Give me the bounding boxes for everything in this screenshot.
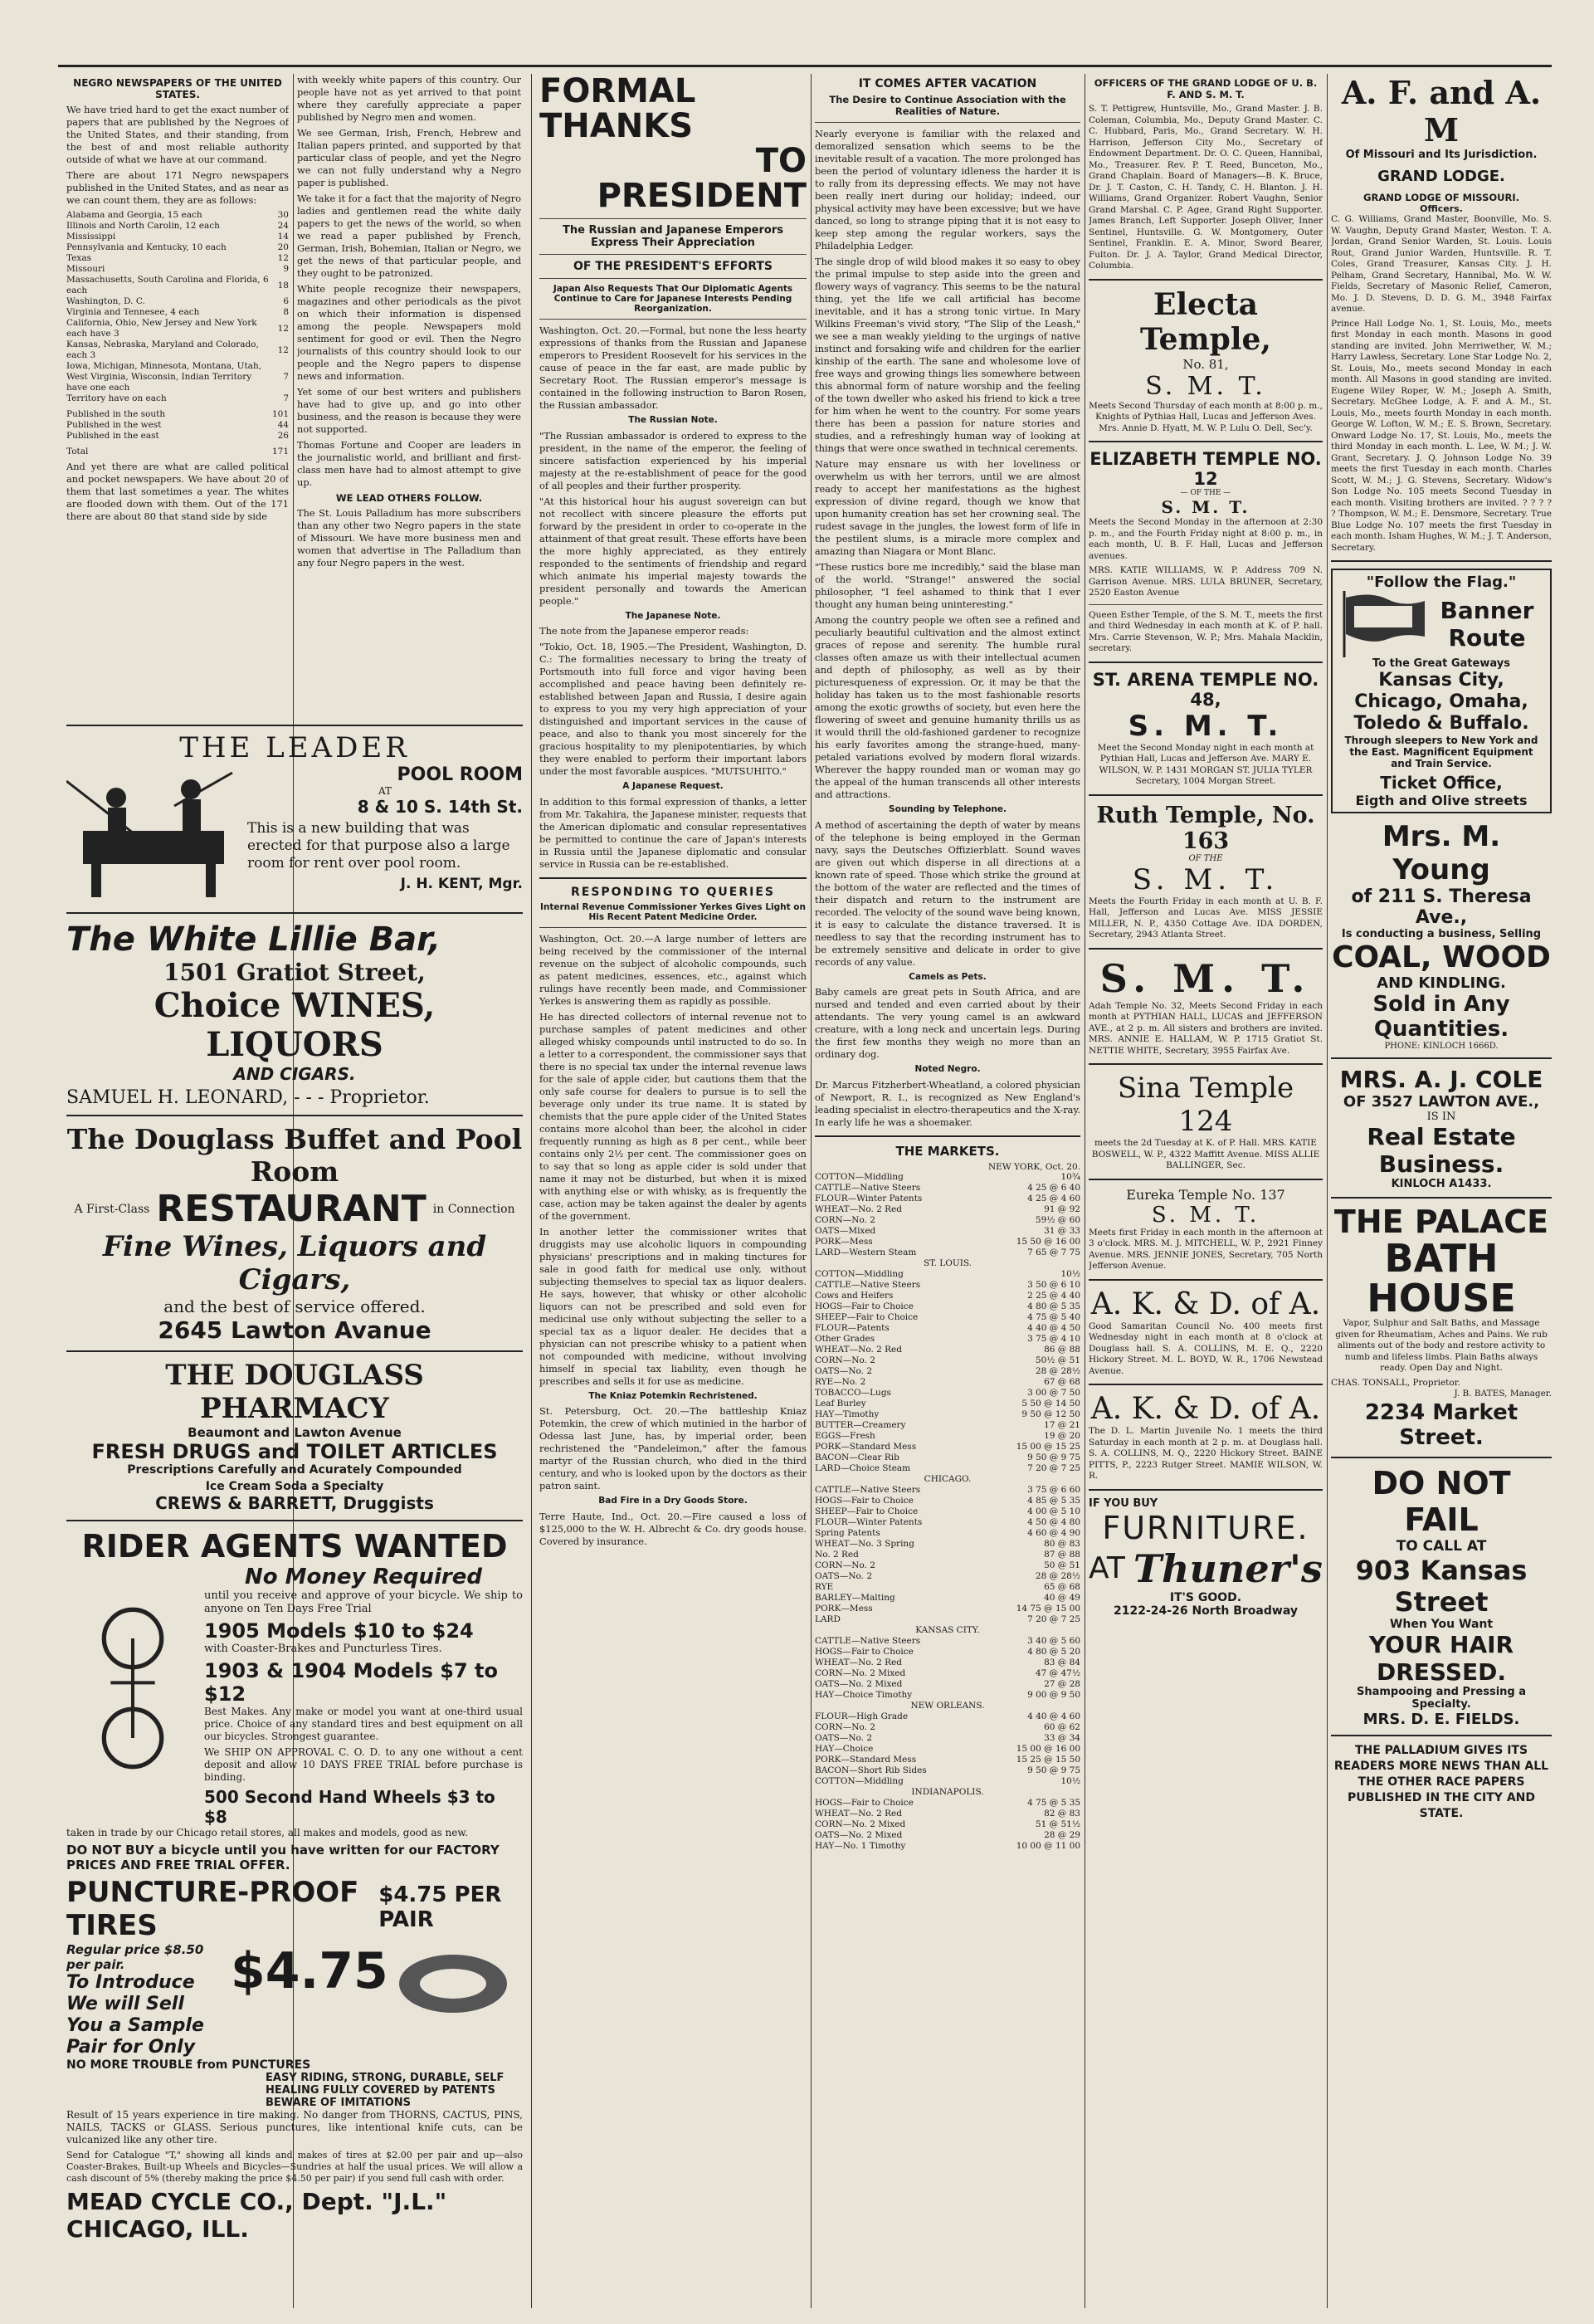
table-row: Illinois and North Carolin, 12 each 24 bbox=[66, 221, 289, 231]
ad-text: DO NOT BUY a bicycle until you have written for our FACTORY PRICES AND FREE TRIAL OFFER. bbox=[66, 1843, 500, 1872]
column-newspapers bbox=[66, 74, 289, 725]
paragraph: Vapor, Sulphur and Salt Baths, and Massage given for Rheumatism, Aches and Pains. We rub aliments out of the body and restore activity to numb and lifeless limbs. Plain Baths always ready. Open Day and Night. bbox=[1335, 1318, 1548, 1373]
column-newspapers-cont bbox=[297, 74, 521, 725]
table-row: Spring Patents 4 60 @ 4 90 bbox=[815, 1527, 1080, 1538]
table-row: Massachusetts, South Carolina and Florida, 6 each 18 bbox=[66, 275, 289, 295]
table-row: Total 171 bbox=[66, 447, 289, 456]
section-heading: Bad Fire in a Dry Goods Store. bbox=[598, 1496, 748, 1506]
table-row: Published in the east 26 bbox=[66, 431, 289, 441]
ad-text: Result of 15 years experience in tire making. No danger from THORNS, CACTUS, PINS, NAILS, TACKS or GLASS. Serious punctures, like intentional knife cuts, can be vulcanized like any other tire. bbox=[66, 2109, 523, 2146]
paragraph: with weekly white papers of this country. Our people have not as yet arrived to that point where they carefully appreciate a paper published by Negro men and women. bbox=[297, 74, 521, 123]
paragraph: He has directed collectors of internal revenue not to purchase samples of patent medicines and other alleged whisky compounds until instructed to do so. In a letter to a correspondent, the commissioner says that there is no special tax under the internal revenue laws for the sale of apple cider, but cautions them that the only safe course for dealers to pursue is to sell the beverage only under its true name. It is stated by chemists that the pure apple cider of the United States contains more alcohol than beer, the alcohol in cider frequently running as high as 8 per cent., while beer contains only 2½ per cent. The commissioner goes on to say that so long as apple cider is sold under that name it may not be disturbed, but when it is mixed with anything else or with whisky, as is frequently the case, action may be taken against the dealer by agents of the government. bbox=[539, 1010, 807, 1222]
paragraph: The note from the Japanese emperor reads: bbox=[539, 625, 749, 637]
paragraph: Meets the Fourth Friday in each month at U. B. F. Hall, Jefferson and Lucas Ave. MISS JESSIE MILLER, N. P., 4350 Cottage Ave. IDA DORDEN, Secretary, 2943 Atlanta Street. bbox=[1089, 896, 1323, 940]
table-row: OATS—No. 2 33 @ 34 bbox=[815, 1732, 1080, 1743]
table-row: Mississippi 14 bbox=[66, 232, 289, 242]
table-row: BARLEY—Malting 40 @ 49 bbox=[815, 1592, 1080, 1603]
article-title: FORMAL THANKS bbox=[539, 74, 696, 145]
table-row: CHICAGO. bbox=[924, 1473, 972, 1484]
ad-do-not-fail: DO NOT FAIL TO CALL AT 903 Kansas Street When You Want YOUR HAIR DRESSED. Shampooing and Pressing a Specialty. MRS. D. E. FIELDS. bbox=[1331, 1465, 1552, 1728]
article-title: IT COMES AFTER VACATION bbox=[858, 77, 1037, 90]
ad-mrs-young: Mrs. M. Young of 211 S. Theresa Ave., Is conducting a business, Selling COAL, WOOD AND KINDLING. Sold in Any Quantities. PHONE: KINLOCH 1666D. bbox=[1332, 820, 1551, 1051]
ad-price: 500 Second Hand Wheels $3 to $8 bbox=[204, 1787, 495, 1827]
ad-text: Send for Catalogue "T," showing all kinds and makes of tires at $2.00 per pair and up—also Coaster-Brakes, Built-up Wheels and Bicycles—Sundries at half the usual prices. We will allow a cash discount of 5% (thereby making the price $4.50 per pair) if you send full cash with order. bbox=[66, 2150, 523, 2184]
ad-text: Fine Wines, Liquors and Cigars, bbox=[102, 1230, 487, 1296]
ad-address: 2122-24-26 North Broadway bbox=[1114, 1604, 1298, 1618]
table-row: Washington, D. C. 6 bbox=[66, 296, 289, 306]
column-temples: OFFICERS OF THE GRAND LODGE OF U. B. F. AND S. M. T. S. T. Pettigrew, Huntsville, Mo., Grand Master. J. B. Coleman, Columbia, Mo., Deputy Grand Master. C. C. Hubbard, Paris, Mo., Grand Secretary. W. H. Harrison, Jefferson City Mo., Secretary of Endowment Department. Dr. O. C. Queen, Hannibal, Mo., Treasurer. Rev. P. T. Reed, Bunceton, Mo., Grand Chaplain. Board of Managers—B. K. Bruce, Dr. J. T. Caston, C. H. Tandy, C. H. Blanton. J. H. Williams, Grand Organizer. Robert Vaughn, Senior Grand Marshal. C. P. Agee, Grand Right Supporter. James Branch, Left Supporter. Joseph Oliver, Inner Sentinel, Huntsville. G. W. Montgomery, Outer Sentinel, Franklin. E. A. Minor, Sword Bearer, Fulton. Dr. J. A. Taylor, Grand Medical Director, Columbia. Electa Temple, No. 81, S. M. T. Meets Second Thursday of each month at 8:00 p. m., Knights of Pythias Hall, Lucas and Jefferson Aves. Mrs. Annie D. Hyatt, M. W. P. Lulu O. Dell, Sec'y. ELIZABETH TEMPLE NO. 12 — OF THE — S. M. T. Meets the Second Monday in the afternoon at 2:30 p. m., and the Fourth Friday night at 8:00 p. m., in each month, U. B. F. Hall, Lucas and Jefferson avenues. MRS. KATIE WILLIAMS, W. P. Address 709 N. Garrison Avenue. MRS. LULA BRUNER, Secretary, 2520 Easton Avenue Queen Esther Temple, of the S. M. T., meets the first and third Wednesday in each month at K. of P. hall. Mrs. Carrie Stevenson, W. P.; Mrs. Mahala Macklin, secretary. ST. ARENA TEMPLE NO. 48, S. M. T. Meet the Second Monday night in each month at Pythian Hall, Lucas and Jefferson Ave. MARY E. WILSON, W. P. 1431 MORGAN ST. JULIA TYLER Secretary, 1004 Morgan Street. Ruth Temple, No. 163 OF THE S. M. T. Meets the Fourth Friday in each month at U. B. F. Hall, Jefferson and Lucas Ave. MISS JESSIE MILLER, N. P., 4350 Cottage Ave. IDA DORDEN, Secretary, 2943 Atlanta Street. S. M. T. Adah Temple No. 32, Meets Second Friday in each month at PYTHIAN HALL, LUCAS and JEFFERSON AVE., at 2 p. m. All sisters and brothers are invited. MRS. ANNIE E. HALLAM, W. P. 1715 Gratiot St. NETTIE WHITE, Secretary, 3955 Fairfax Ave. Sina Temple 124 meets the 2d Tuesday at K. of P. Hall. MRS. KATIE BOSWELL, W. P., 4322 Maffitt Avenue. MISS ALLIE BALLINGER, Sec. Eureka Temple No. 137 S. M. T. Meets first Friday in each month in the afternoon at 3 o'clock. MRS. M. J. MITCHELL, W. P., 2921 Finney Avenue. MRS. JENNIE JONES, Secretary, 705 North Jefferson Avenue. A. K. & D. of A. Good Samaritan Council No. 400 meets first Wednesday night in each month at 8 o'clock at Douglass hall. S. A. COLLINS, M. E. Q., 2220 Hickory Street. M. L. BOYD, W. R., 1706 Newstead Avenue. A. K. & D. of A. The D. L. Martin Juvenile No. 1 meets the third Saturday in each month at 2 p. m. at Douglass hall. S. A. COLLINS, M. Q., 2220 Hickory Street. BAINE PITTS, P., 2223 Rutger Street. MAMIE WILSON, W. R. IF YOU BUY FURNITURE. AT Thuner's IT'S GOOD. 2122-24-26 North Broadway bbox=[1089, 77, 1323, 1618]
paragraph: S. T. Pettigrew, Huntsville, Mo., Grand Master. J. B. Coleman, Columbia, Mo., Deputy Grand Master. C. C. Hubbard, Paris, Mo., Grand Secretary. W. H. Harrison, Jefferson City Mo., Secretary of Endowment Department. Dr. O. C. Queen, Hannibal, Mo., Treasurer. Rev. P. T. Reed, Bunceton, Mo., Grand Chaplain. Board of Managers—B. K. Bruce, Dr. J. T. Caston, C. H. Tandy, C. H. Blanton. J. H. Williams, Grand Organizer. Robert Vaughn, Senior Grand Marshal. C. P. Agee, Grand Right Supporter. James Branch, Left Supporter. Joseph Oliver, Inner Sentinel, Huntsville. G. W. Montgomery, Outer Sentinel, Franklin. E. A. Minor, Sword Bearer, Fulton. Dr. J. A. Taylor, Grand Medical Director, Columbia. bbox=[1089, 104, 1323, 271]
paragraph: White people recognize their newspapers, magazines and other periodicals as the pivot on which their information is dispensed among the people. Newspapers mold sentiment for good or evil. Then the Negro journalists of this country should look to our people and the Negro papers to dispense news and information. bbox=[297, 283, 521, 382]
ad-title: A. K. & D. of A. bbox=[1090, 1286, 1321, 1321]
ad-banner-route: "Follow the Flag." Banner Route To the Great Gateways Kansas City, Chicago, Omaha, Toledo & Buffalo. Through sleepers to New York and the East. Magnificent Equipment and Train Service. Ticket Office, Eigth and Olive streets bbox=[1331, 569, 1552, 813]
table-row: Texas 12 bbox=[66, 253, 289, 263]
ad-text: NO MORE TROUBLE from PUNCTURES bbox=[66, 2058, 311, 2072]
paragraph: Adah Temple No. 32, Meets Second Friday in each month at PYTHIAN HALL, LUCAS and JEFFERSON AVE., at 2 p. m. All sisters and brothers are invited. MRS. ANNIE E. HALLAM, W. P. 1715 Gratiot St. NETTIE WHITE, Secretary, 3955 Fairfax Ave. bbox=[1089, 1000, 1323, 1056]
table-row: WHEAT—No. 3 Spring 80 @ 83 bbox=[815, 1538, 1080, 1549]
paragraph: Among the country people we often see a refined and peculiarly beautiful cultivation and the almost extinct graces of repose and serenity. The humble rural classes often amaze us with their intellectual acumen and depth of philosophy, as well as by their picturesqueness of expression. Or, it may be that the holiday has taken us to the most fashionable resorts among the exotic growths of society, but even here the flowering of sweet and genuine humanity thrills us as it would thrill the old-fashioned gardener to recognize his early favorites among the strange-hued, many-petaled variations evolved by modern floral wizards. Wherever the happy rounded man or woman may go the appeal of the human transcends all other interests and attractions. bbox=[815, 614, 1080, 800]
paragraph: Terre Haute, Ind., Oct. 20.—Fire caused a loss of $125,000 to the W. H. Albrecht & Co. dry goods house. Covered by insurance. bbox=[539, 1510, 807, 1547]
table-row: HOGS—Fair to Choice 4 85 @ 5 35 bbox=[815, 1495, 1080, 1506]
article-subheading: The Desire to Continue Association with the Realities of Nature. bbox=[829, 94, 1066, 117]
ad-title: The White Lillie Bar, bbox=[66, 920, 441, 959]
table-row: SHEEP—Fair to Choice 4 00 @ 5 10 bbox=[815, 1506, 1080, 1516]
table-row: Pennsylvania and Kentucky, 10 each 20 bbox=[66, 242, 289, 252]
paragraph: Washington, Oct. 20.—A large number of letters are being received by the commissioner of the internal revenue on the subject of alcoholic compounds, such as patent medicines, essences, etc., against which rulings have recently been made, and Commissioner Yerkes is answering them as rapidly as possible. bbox=[539, 932, 807, 1007]
paragraph: Good Samaritan Council No. 400 meets first Wednesday night in each month at 8 o'clock at Douglass hall. S. A. COLLINS, M. E. Q., 2220 Hickory Street. M. L. BOYD, W. R., 1706 Newstead Avenue. bbox=[1089, 1321, 1323, 1376]
table-row: HOGS—Fair to Choice 4 75 @ 5 35 bbox=[815, 1797, 1080, 1808]
table-row: Missouri 9 bbox=[66, 264, 289, 274]
table-row: OATS—Mixed 31 @ 33 bbox=[815, 1225, 1080, 1236]
table-row: OATS—No. 2 28 @ 28½ bbox=[815, 1570, 1080, 1581]
bicycle-illustration bbox=[66, 1568, 199, 1809]
paragraph: Baby camels are great pets in South Africa, and are nursed and tended and even carried about by their attendants. The very young camel is an awkward creature, with a long neck and uncertain legs. During the first few months they weigh no more than an ordinary dog. bbox=[815, 986, 1080, 1060]
column-rule bbox=[811, 74, 812, 2308]
ad-price: $4.75 PER PAIR bbox=[378, 1882, 502, 1932]
table-row: No. 2 Red 87 @ 88 bbox=[815, 1549, 1080, 1560]
ad-text: FRESH DRUGS and TOILET ARTICLES bbox=[91, 1440, 498, 1463]
column-vacation bbox=[815, 74, 1080, 2308]
section-heading: Sounding by Telephone. bbox=[889, 804, 1007, 814]
ad-text: We SHIP ON APPROVAL C. O. D. to any one without a cent deposit and allow 10 DAYS FREE TRIAL before purchase is binding. bbox=[204, 1746, 523, 1783]
ad-text: until you receive and approve of your bicycle. We ship to anyone on Ten Days Free Trial bbox=[204, 1589, 523, 1615]
paragraph: "The Russian ambassador is ordered to express to the president, in the name of the emperor, the feeling of sincere satisfaction experienced by his imperial majesty at the re-establishment of peace for the good of all peoples and their further prosperity. bbox=[539, 429, 807, 491]
table-row: BUTTER—Creamery 17 @ 21 bbox=[815, 1419, 1080, 1430]
table-row: Kansas, Nebraska, Maryland and Colorado, each 3 12 bbox=[66, 339, 289, 360]
ad-title: THE LEADER bbox=[179, 731, 410, 764]
markets-title: THE MARKETS. bbox=[895, 1143, 1000, 1159]
ad-address: Beaumont and Lawton Avenue bbox=[188, 1425, 402, 1440]
ad-brand: Thuner's bbox=[1133, 1545, 1323, 1591]
ad-title: Ruth Temple, No. 163 bbox=[1096, 802, 1315, 854]
palladium-notice: THE PALLADIUM GIVES ITS READERS MORE NEWS THAN ALL THE OTHER RACE PAPERS PUBLISHED IN THE CITY AND STATE. bbox=[1333, 1743, 1549, 1820]
ad-title: THE DOUGLASS PHARMACY bbox=[165, 1359, 424, 1425]
table-row: HAY—Timothy 9 50 @ 12 50 bbox=[815, 1409, 1080, 1419]
table-row: KANSAS CITY. bbox=[915, 1624, 980, 1635]
section-heading: The Kniaz Potemkin Rechristened. bbox=[588, 1390, 758, 1401]
paragraph: In addition to this formal expression of thanks, a letter from Mr. Takahira, the Japanese minister, requests that the American diplomatic and consular representatives be permitted to continue the care of Japan's interests in Russia until the Japanese diplomatic and consular service in Russia can be re-established. bbox=[539, 795, 807, 870]
left-ads bbox=[66, 725, 523, 2308]
ad-address: 8 & 10 S. 14th St. bbox=[357, 797, 523, 817]
ad-palace-bath: THE PALACE BATH HOUSE Vapor, Sulphur and Salt Baths, and Massage given for Rheumatism, Aches and Pains. We rub aliments out of the body and restore activity to numb and lifeless limbs. Plain Baths always ready. Open Day and Night. CHAS. TONSALL, Proprietor. J. B. BATES, Manager. 2234 Market Street. bbox=[1331, 1204, 1552, 1450]
column-rule bbox=[531, 74, 532, 2308]
table-row: ST. LOUIS. bbox=[923, 1257, 972, 1268]
table-row: HOGS—Fair to Choice 4 80 @ 5 20 bbox=[815, 1646, 1080, 1657]
table-row: RYE—No. 2 67 @ 68 bbox=[815, 1376, 1080, 1387]
newspaper-count-table bbox=[66, 210, 289, 457]
ad-text: Prescriptions Carefully and Acurately Compounded bbox=[127, 1463, 462, 1477]
markets-date: NEW YORK, Oct. 20. bbox=[987, 1161, 1080, 1172]
table-row: Published in the west 44 bbox=[66, 420, 289, 430]
ad-title: Electa Temple, bbox=[1140, 286, 1271, 357]
ad-title: Sina Temple 124 bbox=[1117, 1072, 1294, 1138]
ad-price: 1903 & 1904 Models $7 to $12 bbox=[204, 1659, 498, 1706]
ad-text: AND CIGARS. bbox=[233, 1064, 356, 1084]
ad-rider-agents bbox=[66, 1528, 523, 2243]
paragraph: We take it for a fact that the majority of Negro ladies and gentlemen read the white daily papers to get the news of the world, so when we read a paper published by French, German, Irish, Bohemian, Italian or Negro, we get the news of that particular people, and they ought to be patronized. bbox=[297, 193, 521, 279]
table-row: WHEAT—No. 2 Red 83 @ 84 bbox=[815, 1657, 1080, 1667]
table-row: Cows and Heifers 2 25 @ 4 40 bbox=[815, 1290, 1080, 1301]
column-formal-thanks bbox=[539, 74, 807, 2308]
ad-text: Choice WINES, LIQUORS bbox=[154, 986, 436, 1064]
ad-address: 1501 Gratiot Street, bbox=[163, 959, 426, 986]
paragraph: Nearly everyone is familiar with the relaxed and demoralized sensation which seems to be the inevitable result of a vacation. The more prolonged has been the period of voluntary idleness the harder it is to rally from its depressing effects. We may not have been really inert during our holiday; indeed, our physical activity may have been excessive; but we have danced, so long to strange piping that it is not easy to keep step among the regular workers, says the Philadelphia Ledger. bbox=[815, 128, 1080, 251]
paragraph: C. G. Williams, Grand Master, Boonville, Mo. S. W. Vaughn, Deputy Grand Master, Weston. T. A. Jordan, Grand Senior Warden, St. Louis. Louis Rout, Grand Junior Warden, Huntsville. R. T. Coles, Grand Treasurer, Kansas City. J. H. Pelham, Grand Secretary, Hannibal, Mo. W. W. Fields, Secretary of Masonic Relief, Cameron, Mo. J. D. Stevens, D. D. G. M., 3948 Fairfax avenue. bbox=[1331, 214, 1552, 314]
table-row: EGGS—Fresh 19 @ 20 bbox=[815, 1430, 1080, 1441]
ad-leader bbox=[66, 725, 523, 906]
table-row: CORN—No. 2 Mixed 51 @ 51½ bbox=[815, 1819, 1080, 1829]
table-row: CORN—No. 2 60 @ 62 bbox=[815, 1721, 1080, 1732]
table-row: WHEAT—No. 2 Red 82 @ 83 bbox=[815, 1808, 1080, 1819]
paragraph: Meets Second Thursday of each month at 8:00 p. m., Knights of Pythias Hall, Lucas and Jefferson Aves. Mrs. Annie D. Hyatt, M. W. P. Lulu O. Dell, Sec'y. bbox=[1089, 400, 1323, 433]
table-row: HAY—Choice Timothy 9 00 @ 9 50 bbox=[815, 1689, 1080, 1700]
ad-title: ST. ARENA TEMPLE NO. 48, bbox=[1092, 669, 1319, 710]
paragraph: The single drop of wild blood makes it so easy to obey the primal impulse to step aside into the green and flowery ways of vagrancy. This seems to be the natural thing, yet the life we call artificial has become inevitable, and it has a strong tonic virtue. In Mary Wilkins Freeman's vivid story, "The Slip of the Leash," we see a man weakly yielding to the urgings of native instinct and forsaking wife and children for the earlier kinship of the earth. The sane and wholesome love of free ways and growing things lies somewhere between this abnormal form of nature worship and the feeling of the town dweller who asked his friend to kick a tree for him when he went to the country. For some years there has been a passion for nature stories and studies, and a refreshingly human way of looking at things that were once swathed in technical cerements. bbox=[815, 256, 1080, 454]
pool-table-illustration bbox=[66, 764, 241, 906]
section-heading: A Japanese Request. bbox=[622, 781, 724, 791]
table-row: CORN—No. 2 59½ @ 60 bbox=[815, 1214, 1080, 1225]
table-row: PORK—Mess 15 50 @ 16 00 bbox=[815, 1236, 1080, 1247]
section-heading: The Russian Note. bbox=[628, 415, 718, 425]
table-row: CORN—No. 2 Mixed 47 @ 47½ bbox=[815, 1667, 1080, 1678]
table-row: Virginia and Tennesee, 4 each 8 bbox=[66, 307, 289, 317]
table-row: FLOUR—Winter Patents 4 25 @ 4 60 bbox=[815, 1193, 1080, 1204]
table-row: HAY—No. 1 Timothy 10 00 @ 11 00 bbox=[815, 1840, 1080, 1851]
table-row: CORN—No. 2 50½ @ 51 bbox=[815, 1355, 1080, 1365]
paragraph: Washington, Oct. 20.—Formal, but none the less hearty expressions of thanks from the Russian and Japanese emperors to President Roosevelt for his services in the cause of peace in the far east, are made public by Secretary Root. The Russian emperor's message is contained in the following instruction to Baron Rosen, the Russian ambassador. bbox=[539, 325, 807, 411]
section-heading: Camels as Pets. bbox=[909, 971, 987, 982]
ad-white-lillie bbox=[66, 920, 523, 1108]
paragraph: "These rustics bore me incredibly," said the blase man of the world. "Strange!" answered the social philosopher, "I feel ashamed to think that I ever thought any human being uninteresting." bbox=[815, 561, 1080, 610]
paragraph: The D. L. Martin Juvenile No. 1 meets the third Saturday in each month at 2 p. m. at Douglass hall. S. A. COLLINS, M. Q., 2220 Hickory Street. BAINE PITTS, P., 2223 Rutger Street. MAMIE WILSON, W. R. bbox=[1089, 1426, 1323, 1481]
table-row: NEW ORLEANS. bbox=[910, 1700, 985, 1711]
paragraph: We see German, Irish, French, Hebrew and Italian papers printed, and supported by that particular class of people, and yet the Negro we can not fully understand why a Negro paper is published. bbox=[297, 127, 521, 188]
article-subheading: OF THE PRESIDENT'S EFFORTS bbox=[573, 260, 773, 273]
flag-icon bbox=[1338, 591, 1429, 657]
table-row: California, Ohio, New Jersey and New York each have 3 12 bbox=[66, 318, 289, 339]
article-subheading: The Russian and Japanese Emperors Express Their Appreciation bbox=[563, 224, 783, 249]
markets-table bbox=[815, 1172, 1080, 1852]
paragraph: A method of ascertaining the depth of water by means of the telephone is being employed in the German navy, says the Deutsches Offizierblatt. Sound waves are given out which disperse in all directions at a known rate of speed. Those which strike the ground at the bottom of the water are reflected and the times of their dispatch and return to the instrument are recorded. The velocity of the sound wave being known, it is easy to calculate the distance traversed. It is needless to say that the recording instrument has to be extremely sensitive and delicate in order to give records of any value. bbox=[815, 818, 1080, 968]
table-row: SHEEP—Fair to Choice 4 75 @ 5 40 bbox=[815, 1311, 1080, 1322]
table-row: COTTON—Middling 10½ bbox=[815, 1268, 1080, 1279]
ad-text: Best Makes. Any make or model you want at one-third usual price. Choice of any standard tires and best equipment on all our bicycles. Strongest guarantee. bbox=[204, 1706, 523, 1742]
table-row: PORK—Mess 14 75 @ 15 00 bbox=[815, 1603, 1080, 1614]
article-subheading: Internal Revenue Commissioner Yerkes Gives Light on His Recent Patent Medicine Order. bbox=[540, 901, 806, 922]
table-row: CATTLE—Native Steers 3 40 @ 5 60 bbox=[815, 1635, 1080, 1646]
column-rule bbox=[1327, 74, 1328, 2308]
ad-mrs-cole: MRS. A. J. COLE OF 3527 LAWTON AVE., IS IN Real Estate Business. KINLOCH A1433. bbox=[1331, 1066, 1552, 1190]
table-row: PORK—Standard Mess 15 00 @ 15 25 bbox=[815, 1441, 1080, 1452]
ad-title: RIDER AGENTS WANTED bbox=[81, 1528, 508, 1565]
table-row: HAY—Choice 15 00 @ 16 00 bbox=[815, 1743, 1080, 1754]
ad-manager: J. H. KENT, Mgr. bbox=[400, 876, 523, 892]
ad-title: DO NOT FAIL bbox=[1372, 1464, 1511, 1538]
paragraph: Thomas Fortune and Cooper are leaders in the journalistic world, and brilliant and first-class men have had to almost attempt to give up. bbox=[297, 439, 521, 488]
table-row: INDIANAPOLIS. bbox=[911, 1786, 984, 1797]
ad-text: This is a new building that was erected for that purpose also a large room for rent over pool room. bbox=[247, 820, 510, 872]
paragraph: Yet some of our best writers and publishers have had to give up, and go into other business, and the reason is because they were not supported. bbox=[297, 386, 521, 435]
paragraph: meets the 2d Tuesday at K. of P. Hall. MRS. KATIE BOSWELL, W. P., 4322 Maffitt Avenue. MISS ALLIE BALLINGER, Sec. bbox=[1091, 1138, 1320, 1170]
table-row: LARD—Choice Steam 7 20 @ 7 25 bbox=[815, 1462, 1080, 1473]
table-row: WHEAT—No. 2 Red 91 @ 92 bbox=[815, 1204, 1080, 1214]
paragraph: In another letter the commissioner writes that druggists may use alcoholic liquors in compounding physicians' prescriptions and in making tinctures for sale in good faith for medical use only, without subjecting themselves to special tax as liquor dealers. He says, however, that whisky or other alcoholic liquors can not be prescribed and sold even for medicinal use only without subjecting the seller to a special tax as a liquor dealer. He decides that a physician can not prescribe whisky to a patient when not compounded with medicine, without involving himself in special tax liability, even though he prescribes and sells it for use as medicine. bbox=[539, 1225, 807, 1387]
ad-address: 2234 Market Street. bbox=[1364, 1399, 1518, 1450]
ad-names: CREWS & BARRETT, Druggists bbox=[155, 1493, 434, 1513]
ad-text: and the best of service offered. bbox=[163, 1296, 426, 1316]
table-row: HOGS—Fair to Choice 4 80 @ 5 35 bbox=[815, 1301, 1080, 1311]
section-title: OFFICERS OF THE GRAND LODGE OF U. B. F. AND S. M. T. bbox=[1094, 77, 1318, 100]
ad-price: 1905 Models $10 to $24 bbox=[204, 1619, 474, 1643]
paragraph: And yet there are what are called political and pocket newspapers. We have about 20 of them that last sometimes a year. The whites are flooded down with them. Out of the 171 there are about 80 that stand side by side bbox=[66, 461, 289, 522]
table-row: LARD—Western Steam 7 65 @ 7 75 bbox=[815, 1247, 1080, 1257]
table-row: Published in the south 101 bbox=[66, 409, 289, 419]
ad-text: Regular price $8.50 per pair. bbox=[66, 1942, 204, 1972]
table-row: COTTON—Middling 10¾ bbox=[815, 1171, 1080, 1182]
ad-address: 2645 Lawton Avanue bbox=[158, 1316, 431, 1344]
article-subheading: Japan Also Requests That Our Diplomatic Agents Continue to Care for Japanese Interests Pending Reorganization. bbox=[553, 284, 793, 314]
ad-price: $4.75 bbox=[231, 1942, 388, 2000]
ad-title: FURNITURE. bbox=[1102, 1509, 1309, 1546]
table-row: FLOUR—Winter Patents 4 50 @ 4 80 bbox=[815, 1516, 1080, 1527]
table-row: Territory have on each 7 bbox=[66, 393, 289, 403]
table-row: BACON—Clear Rib 9 50 @ 9 75 bbox=[815, 1452, 1080, 1462]
table-row: WHEAT—No. 2 Red 86 @ 88 bbox=[815, 1344, 1080, 1355]
ad-proprietor: SAMUEL H. LEONARD, - - - Proprietor. bbox=[66, 1087, 430, 1108]
table-row: CATTLE—Native Steers 3 50 @ 6 10 bbox=[815, 1279, 1080, 1290]
article-title: RESPONDING TO QUERIES bbox=[570, 885, 775, 899]
table-row: Other Grades 3 75 @ 4 10 bbox=[815, 1333, 1080, 1344]
table-row: FLOUR—High Grade 4 40 @ 4 60 bbox=[815, 1711, 1080, 1721]
table-row: BACON—Short Rib Sides 9 50 @ 9 75 bbox=[815, 1765, 1080, 1775]
paragraph: "At this historical hour his august sovereign can but not recollect with sincere pleasure the efforts put forward by the president in order to co-operate in the attainment of that great result. These efforts have been the more highly appreciated, as they entirely responded to the sentiments of friendship and regard which animate his imperial majesty towards the president personally and towards the American people." bbox=[539, 495, 807, 607]
ad-text: taken in trade by our Chicago retail stores, all makes and models, good as new. bbox=[66, 1827, 469, 1838]
tire-illustration bbox=[395, 1942, 511, 2025]
paragraph: Prince Hall Lodge No. 1, St. Louis, Mo., meets first Monday in each month. Masons in good standing are invited. John Merriwether, W. M.; Harry Lawless, Secretary. Lone Star Lodge No. 2, St. Louis, Mo., meets second Monday in each month. All Masons in good standing are invited. Eugene Wiley Roper, W. M.; Joseph A. Smith, Secretary. McGhee Lodge, A. F. and A. M., St. Louis, Mo., meets fourth Monday in each month. George W. Lofton, W. M.; E. S. Brown, Secretary. Onward Lodge No. 17, St. Louis, Mo., meets the third Monday in each month. L. Lee, W. M.; J. W. Grant, Secretary. J. Q. Johnson Lodge No. 39 meets the first Tuesday in each month. Charles Scott, W. M.; J. G. Stevens, Secretary. Widow's Son Lodge No. 105 meets Second Tuesday in each month. Visiting brothers are invited. ? ? ? ? ? Thompson, W. M.; E. Densmore, Secretary. True Blue Lodge No. 107 meets the first Tuesday in each month. Isham Hughes, W. M.; J. T. Anderson, Secretary. bbox=[1331, 318, 1552, 553]
paragraph: We have tried hard to get the exact number of papers that are published by the Negroes of the United States, and their standing, from the best of and most reliable authority outside of what we have at our command. bbox=[66, 104, 289, 165]
section-heading: The Japanese Note. bbox=[625, 610, 721, 621]
section-heading: Noted Negro. bbox=[914, 1064, 981, 1074]
column-lodges: A. F. and A. M Of Missouri and Its Jurisdiction. GRAND LODGE. GRAND LODGE OF MISSOURI. Officers. C. G. Williams, Grand Master, Boonville, Mo. S. W. Vaughn, Deputy Grand Master, Weston. T. A. Jordan, Grand Senior Warden, St. Louis. Louis Rout, Grand Junior Warden, Huntsville. R. T. Coles, Grand Treasurer, Kansas City. J. H. Pelham, Grand Secretary, Hannibal, Mo. W. W. Fields, Secretary of Masonic Relief, Cameron, Mo. J. D. Stevens, D. D. G. M., 3948 Fairfax avenue. Prince Hall Lodge No. 1, St. Louis, Mo., meets first Monday in each month. Masons in good standing are invited. John Merriwether, W. M.; Harry Lawless, Secretary. Lone Star Lodge No. 2, St. Louis, Mo., meets second Monday in each month. All Masons in good standing are invited. Eugene Wiley Roper, W. M.; Joseph A. Smith, Secretary. McGhee Lodge, A. F. and A. M., St. Louis, Mo., meets fourth Monday in each month. George W. Lofton, W. M.; E. S. Brown, Secretary. Onward Lodge No. 17, St. Louis, Mo., meets the third Monday in each month. L. Lee, W. M.; J. W. Grant, Secretary. J. Q. Johnson Lodge No. 39 meets the first Tuesday in each month. Charles Scott, W. M.; J. G. Stevens, Secretary. Widow's Son Lodge No. 105 meets Second Tuesday in each month. Visiting brothers are invited. ? ? ? ? ? Thompson, W. M.; E. Densmore, Secretary. True Blue Lodge No. 107 meets the first Tuesday in each month. Isham Hughes, W. M.; J. T. Anderson, Secretary. "Follow the Flag." Banner Route To the Great Gateways Kansas City, Chicago, Omaha, Toledo & Buffalo. Through sleepers to New York and the East. Magnificent Equipment and Train Service. Ticket Office, Eigth and Olive streets Mrs. M. Young of 211 S. Theresa Ave., Is conducting a business, Selling COAL, WOOD AND KINDLING. Sold in Any Quantities. PHONE: KINLOCH 1666D. MRS. A. J. COLE OF 3527 LAWTON AVE., IS IN Real Estate Business. KINLOCH A1433. THE PALACE BATH HOUSE Vapor, Sulphur and Salt Baths, and Massage given for Rheumatism, Aches and Pains. We rub aliments out of the body and restore activity to numb and lifeless limbs. Plain Baths always ready. Open Day and Night. CHAS. TONSALL, Proprietor. J. B. BATES, Manager. 2234 Market Street. DO NOT FAIL TO CALL AT 903 Kansas Street When You Want YOUR HAIR DRESSED. Shampooing and Pressing a Specialty. MRS. D. E. FIELDS. THE PALLADIUM GIVES ITS READERS MORE NEWS THAN ALL THE OTHER RACE PAPERS PUBLISHED IN THE CITY AND STATE. bbox=[1331, 74, 1552, 1820]
ad-text: AT bbox=[378, 785, 392, 797]
article-heading: NEGRO NEWSPAPERS OF THE UNITED STATES. bbox=[73, 77, 282, 100]
ad-subtitle: POOL ROOM bbox=[397, 764, 523, 785]
ad-title: "Follow the Flag." bbox=[1366, 574, 1517, 591]
table-row: OATS—No. 2 Mixed 27 @ 28 bbox=[815, 1678, 1080, 1689]
ad-title: THE PALACE bbox=[1333, 1204, 1549, 1240]
table-row: Leaf Burley 5 50 @ 14 50 bbox=[815, 1398, 1080, 1409]
table-row: FLOUR—Patents 4 40 @ 4 50 bbox=[815, 1322, 1080, 1333]
table-row: TOBACCO—Lugs 3 00 @ 7 50 bbox=[815, 1387, 1080, 1398]
section-title: A. F. and A. M bbox=[1341, 74, 1542, 149]
table-row: CATTLE—Native Steers 4 25 @ 6 40 bbox=[815, 1182, 1080, 1193]
paragraph: Meets first Friday in each month in the afternoon at 3 o'clock. MRS. M. J. MITCHELL, W. P., 2921 Finney Avenue. MRS. JENNIE JONES, Secretary, 705 North Jefferson Avenue. bbox=[1089, 1227, 1323, 1271]
article-heading: WE LEAD OTHERS FOLLOW. bbox=[335, 492, 483, 504]
ad-title: Mrs. M. Young bbox=[1382, 820, 1501, 886]
ad-title: Eureka Temple No. 137 bbox=[1126, 1186, 1285, 1203]
ad-douglass-buffet: The Douglass Buffet and Pool Room A First-Class RESTAURANT in Connection Fine Wines, Liquors and Cigars, and the best of service offered. 2645 Lawton Avanue bbox=[66, 1123, 523, 1344]
ad-text: Ice Cream Soda a Specialty bbox=[205, 1480, 384, 1493]
ad-title: A. K. & D. of A. bbox=[1090, 1392, 1321, 1426]
table-row: CORN—No. 2 50 @ 51 bbox=[815, 1560, 1080, 1570]
ad-title: BATH HOUSE bbox=[1367, 1236, 1516, 1321]
paragraph: Meets the Second Monday in the afternoon at 2:30 p. m., and the Fourth Friday night at 8:00 p. m., in each month, U. B. F. Hall, Lucas and Jefferson avenues. bbox=[1089, 517, 1323, 561]
paragraph: MRS. KATIE WILLIAMS, W. P. Address 709 N. Garrison Avenue. MRS. LULA BRUNER, Secretary, 2520 Easton Avenue bbox=[1089, 565, 1323, 598]
paragraph: There are about 171 Negro newspapers published in the United States, and as near as we can count them, they are as follows: bbox=[66, 169, 289, 206]
ad-text: EASY RIDING, STRONG, DURABLE, SELF HEALING FULLY COVERED by PATENTS BEWARE OF IMITATIONS bbox=[266, 2072, 505, 2109]
table-row: LARD 7 20 @ 7 25 bbox=[815, 1614, 1080, 1624]
paragraph: Queen Esther Temple, of the S. M. T., meets the first and third Wednesday in each month at K. of P. hall. Mrs. Carrie Stevenson, W. P.; Mrs. Mahala Macklin, secretary. bbox=[1089, 609, 1323, 653]
ad-text: To Introduce We will Sell You a Sample Pair for Only bbox=[66, 1972, 204, 2058]
ad-title: S. M. T. bbox=[1099, 955, 1312, 1001]
table-row: Iowa, Michigan, Minnesota, Montana, Utah, West Virginia, Wisconsin, Indian Territory have one each 7 bbox=[66, 361, 289, 393]
ad-douglass-pharmacy bbox=[66, 1359, 523, 1513]
ad-title: PUNCTURE-PROOF TIRES bbox=[66, 1876, 359, 1942]
paragraph: Dr. Marcus Fitzherbert-Wheatland, a colored physician of Newport, R. I., is recognized as New England's leading specialist in electro-therapeutics and the X-ray. In early life he was a shoemaker. bbox=[815, 1078, 1080, 1128]
ad-title: MRS. A. J. COLE bbox=[1339, 1066, 1543, 1093]
ad-title: The Douglass Buffet and Pool Room bbox=[66, 1123, 523, 1188]
table-row: OATS—No. 2 Mixed 28 @ 29 bbox=[815, 1829, 1080, 1840]
paragraph: St. Petersburg, Oct. 20.—The battleship Kniaz Potemkin, the crew of which mutinied in the harbor of Odessa last June, has, by imperial order, been rechristened the "Pandeleimon," after the famous martyr of the Russian church, who died in the third century, and who is looked upon by the doctors as their patron saint. bbox=[539, 1405, 807, 1492]
table-row: PORK—Standard Mess 15 25 @ 15 50 bbox=[815, 1754, 1080, 1765]
paragraph: Nature may ensnare us with her loveliness or overwhelm us with her terrors, until we are almost ready to accept her manifestations as the highest expression of divine regard, though we know that upon humanity creation has set her crowning seal. The rudest savage in the jungles, the lowest form of life in the pestilent slums, is a miracle more complex and amazing than Niagara or Mont Blanc. bbox=[815, 458, 1080, 557]
table-row: OATS—No. 2 28 @ 28½ bbox=[815, 1365, 1080, 1376]
article-title: TO PRESIDENT bbox=[597, 142, 807, 215]
table-row: CATTLE—Native Steers 3 75 @ 6 60 bbox=[815, 1484, 1080, 1495]
ad-text: with Coaster-Brakes and Puncturless Tires. bbox=[204, 1643, 442, 1655]
ad-subtitle: No Money Required bbox=[244, 1565, 482, 1589]
ad-text: IF YOU BUY bbox=[1089, 1496, 1158, 1510]
paragraph: "Tokio, Oct. 18, 1905.—The President, Washington, D. C.: The formalities necessary to bring the treaty of Portsmouth into full force and vigor having been accomplished and peace having been definitely re-established between Japan and Russia, I desire again to express to you my very high appreciation of your distinguished and important services in the cause of peace, and also to thank you most sincerely for the gracious hospitality to my plenipotentiaries, by which they were enabled to perform their important labors under the most favorable auspices. "MUTSUHITO." bbox=[539, 641, 807, 777]
newspaper-page bbox=[58, 65, 1552, 2308]
table-row: COTTON—Middling 10½ bbox=[815, 1775, 1080, 1786]
paragraph: The St. Louis Palladium has more subscribers than any other two Negro papers in the state of Missouri. We have more business men and women that advertise in The Palladium than any four Negro papers in the west. bbox=[297, 507, 521, 569]
ad-company: MEAD CYCLE CO., Dept. "J.L." CHICAGO, ILL. bbox=[66, 2188, 447, 2243]
table-row: RYE 65 @ 68 bbox=[815, 1581, 1080, 1592]
ad-title: ELIZABETH TEMPLE NO. 12 bbox=[1089, 449, 1322, 489]
paragraph: Meet the Second Monday night in each month at Pythian Hall, Lucas and Jefferson Ave. MARY E. WILSON, W. P. 1431 MORGAN ST. JULIA TYLER Secretary, 1004 Morgan Street. bbox=[1097, 742, 1314, 786]
table-row: Alabama and Georgia, 15 each 30 bbox=[66, 210, 289, 220]
